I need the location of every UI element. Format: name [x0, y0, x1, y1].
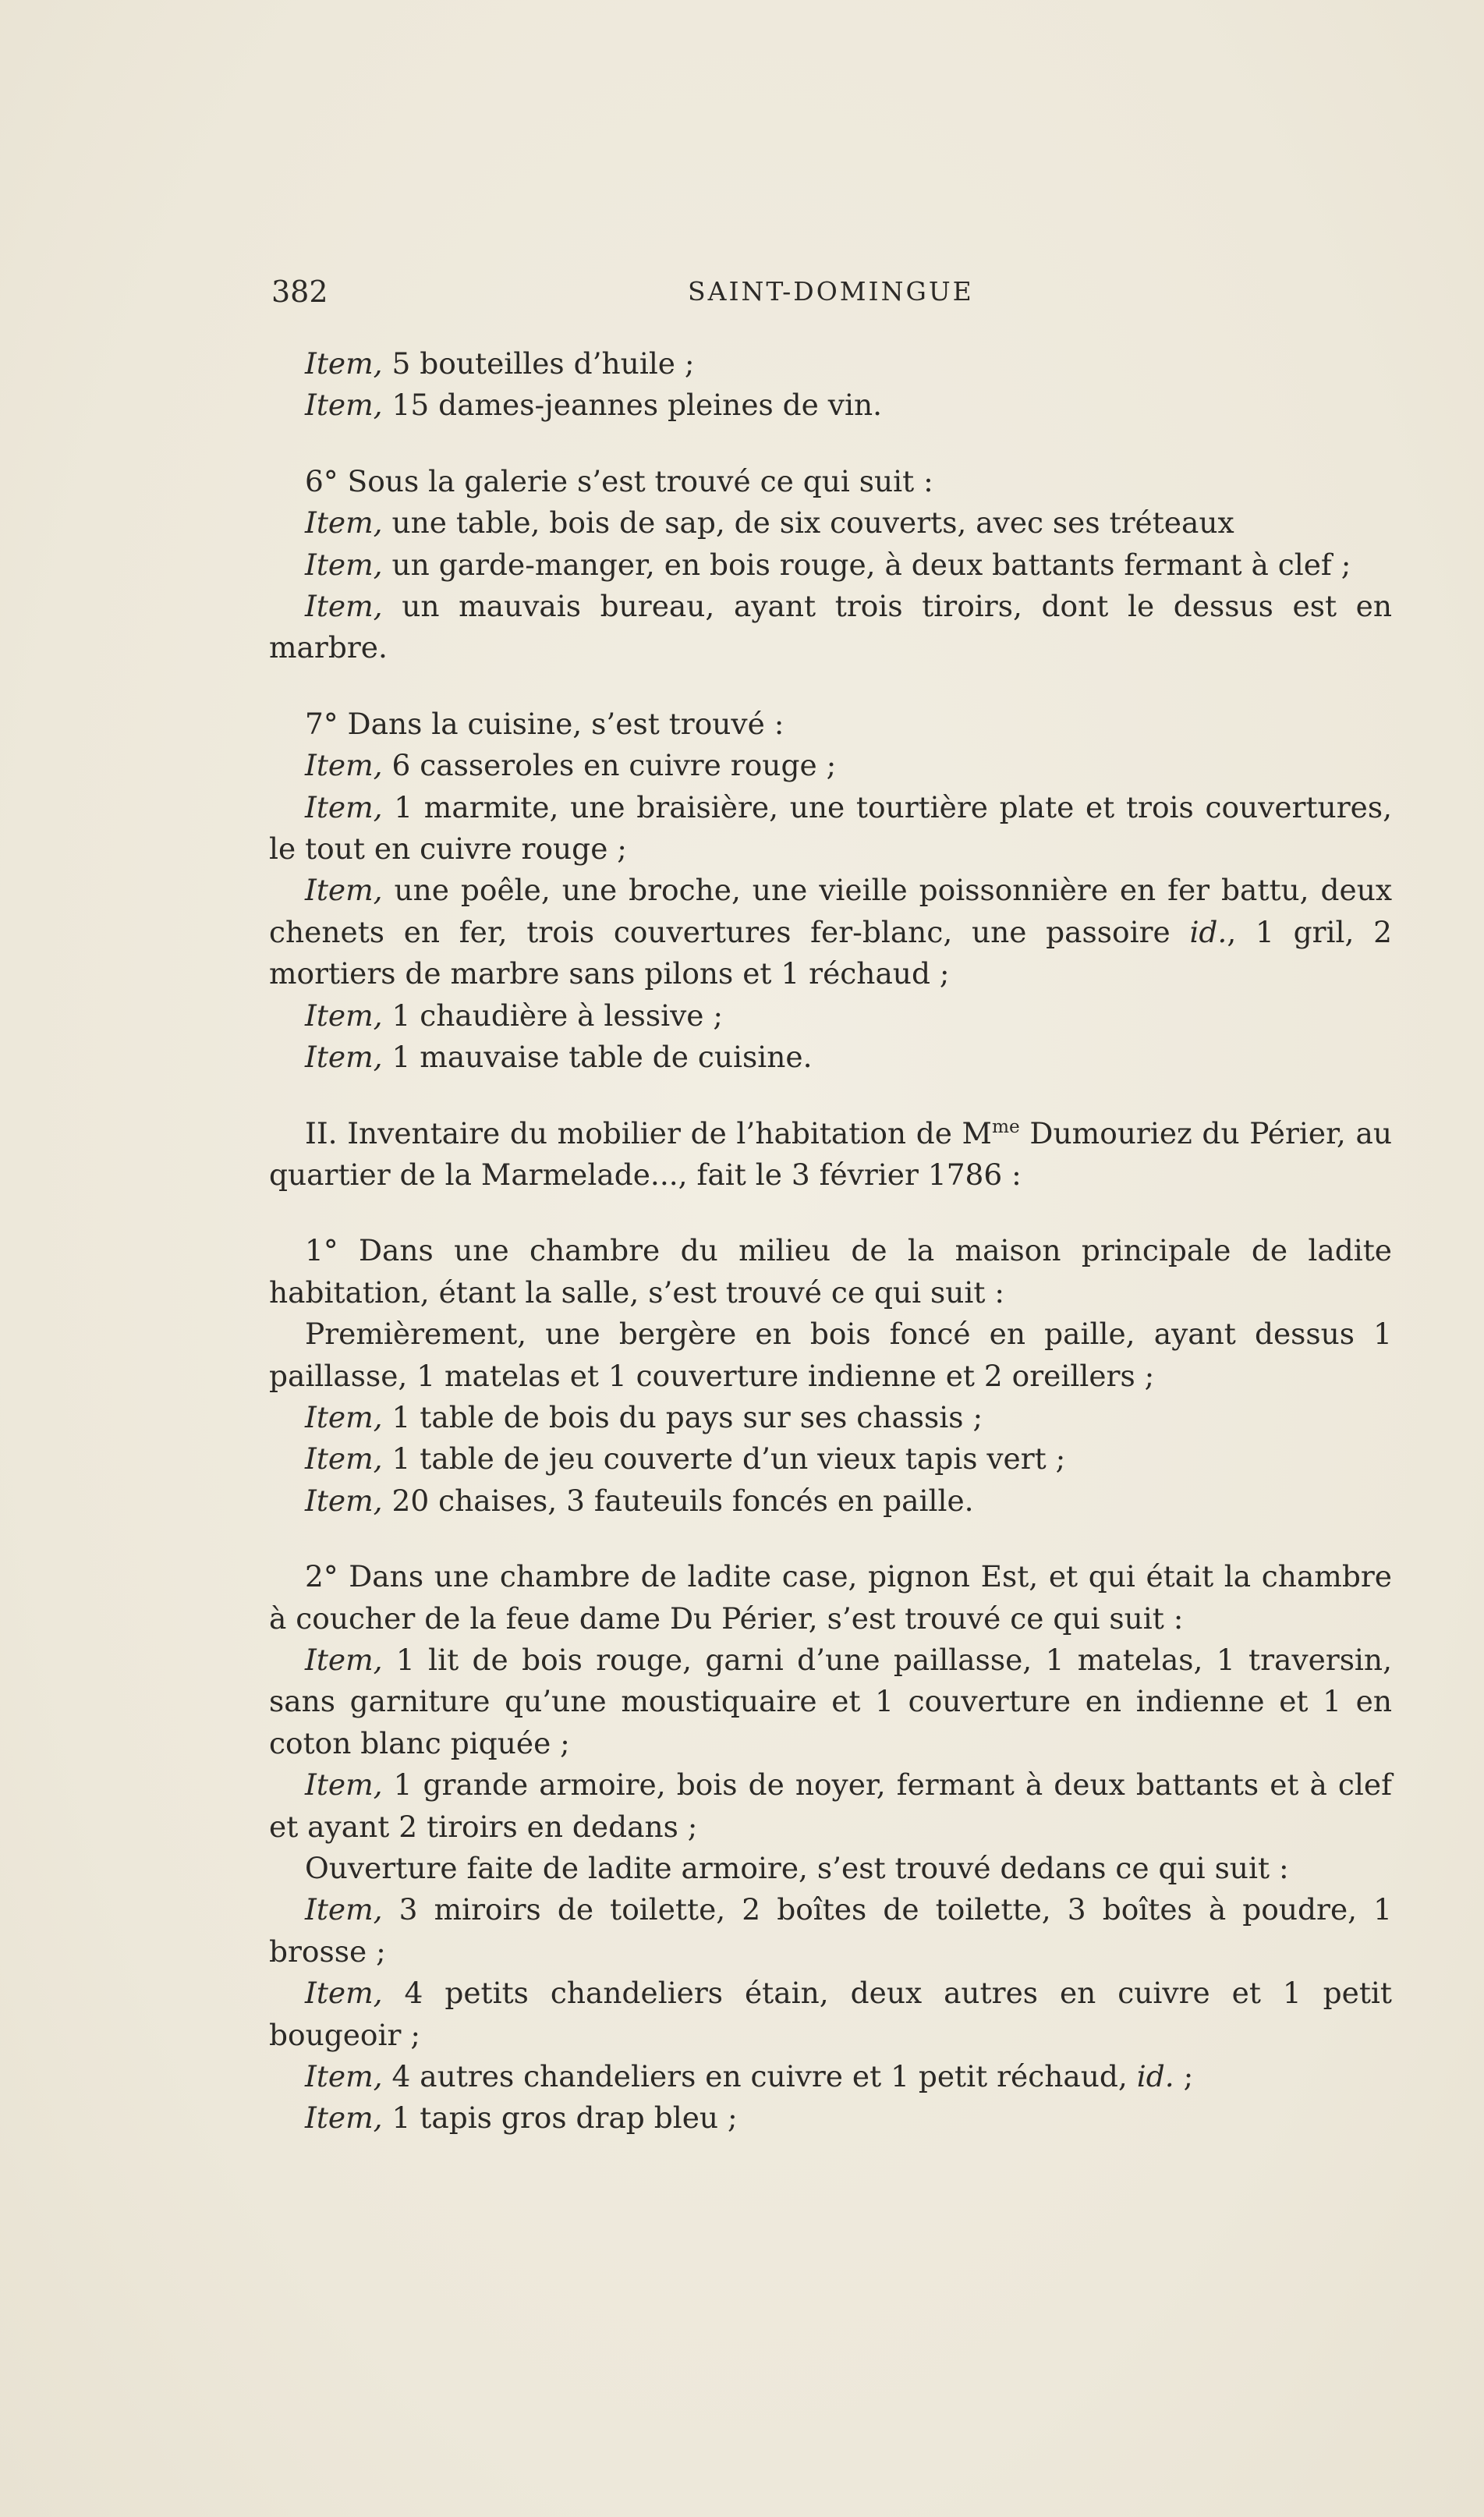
text-run: 3 miroirs de toilette, 2 boîtes de toilette, 3 boîtes à poudre, 1 brosse ;: [269, 1892, 1392, 1969]
text-run: 4 petits chandeliers étain, deux autres en cuivre et 1 petit bougeoir ;: [269, 1976, 1392, 2052]
paragraph: [269, 1973, 1392, 2056]
italic-text: Item,: [305, 1441, 383, 1477]
body-text: [269, 343, 1392, 2139]
paragraph: [269, 2097, 1392, 2139]
italic-text: Item,: [305, 789, 383, 824]
paragraph: [269, 995, 1392, 1037]
text-run: II. Inventaire du mobilier de l’habitation de M: [305, 1115, 992, 1150]
paragraph: [269, 2056, 1392, 2097]
text-run: 15 dames-jeannes pleines de vin.: [382, 388, 883, 423]
paragraph: [269, 1764, 1392, 1848]
paragraph: [269, 343, 1392, 385]
paragraph: [269, 1640, 1392, 1764]
text-run: 4 autres chandeliers en cuivre et 1 petit réchaud,: [382, 2059, 1137, 2094]
text-run: 1 table de bois du pays sur ses chassis ;: [382, 1399, 983, 1434]
paragraph: [269, 745, 1392, 786]
italic-text: Item,: [305, 1892, 383, 1927]
italic-text: Item,: [305, 1642, 383, 1677]
italic-text: Item,: [305, 589, 383, 624]
text-run: un garde-manger, en bois rouge, à deux battants fermant à clef ;: [382, 547, 1351, 582]
paragraph: [269, 586, 1392, 669]
italic-text: Item,: [305, 748, 383, 783]
paragraph: [269, 1480, 1392, 1522]
italic-text: Item,: [305, 1767, 383, 1803]
page-header: [271, 275, 1390, 314]
text-run: 1 tapis gros drap bleu ;: [382, 2100, 738, 2136]
paragraph: [269, 1037, 1392, 1078]
text-run: 5 bouteilles d’huile ;: [382, 346, 695, 381]
italic-text: Item,: [305, 388, 383, 423]
superscript: me: [991, 1115, 1020, 1137]
italic-text: Item,: [305, 873, 383, 908]
running-head: SAINT-DOMINGUE: [688, 276, 974, 307]
text-run: Premièrement, une bergère en bois foncé en paille, ayant dessus 1 paillasse, 1 matelas et 1 couverture indienne et 2 oreillers ;: [269, 1317, 1392, 1393]
paragraph: [269, 385, 1392, 426]
italic-text: Item,: [305, 998, 383, 1033]
italic-text: Item,: [305, 505, 383, 541]
paragraph: [269, 1113, 1392, 1196]
paragraph: [269, 1230, 1392, 1313]
italic-text: Item,: [305, 547, 383, 582]
paragraph: [269, 1313, 1392, 1397]
paragraph: [269, 461, 1392, 502]
paragraph: [269, 787, 1392, 870]
italic-text: Item,: [305, 2100, 383, 2136]
paragraph: [269, 1889, 1392, 1973]
text-run: 1° Dans une chambre du milieu de la maison principale de ladite habitation, étant la salle, s’est trouvé ce qui suit :: [269, 1233, 1392, 1310]
italic-text: Item,: [305, 1483, 383, 1518]
paragraph: [269, 704, 1392, 745]
paragraph: [269, 544, 1392, 586]
text-run: 6° Sous la galerie s’est trouvé ce qui suit :: [305, 463, 933, 498]
text-run: 20 chaises, 3 fauteuils foncés en paille.: [382, 1483, 974, 1518]
text-run: un mauvais bureau, ayant trois tiroirs, dont le dessus est en marbre.: [269, 589, 1392, 665]
text-run: 1 chaudière à lessive ;: [382, 998, 724, 1033]
italic-text: Item,: [305, 1399, 383, 1434]
text-run: 1 grande armoire, bois de noyer, fermant à deux battants et à clef et ayant 2 tiroirs en dedans ;: [269, 1767, 1392, 1844]
italic-text: id.: [1189, 914, 1227, 949]
paragraph: [269, 1556, 1392, 1640]
text-run: 6 casseroles en cuivre rouge ;: [382, 748, 837, 783]
paragraph: [269, 1848, 1392, 1889]
page-number: 382: [271, 275, 328, 309]
text-run: 1 lit de bois rouge, garni d’une paillasse, 1 matelas, 1 traversin, sans garniture qu’une moustiquaire et 1 couverture en indienne et 1 en coton blanc piquée ;: [269, 1642, 1392, 1760]
text-run: 1 marmite, une braisière, une tourtière plate et trois couvertures, le tout en cuivre rouge ;: [269, 789, 1392, 867]
text-run: 1 table de jeu couverte d’un vieux tapis vert ;: [382, 1441, 1066, 1477]
italic-text: Item,: [305, 1040, 383, 1075]
text-run: 1 mauvaise table de cuisine.: [382, 1040, 813, 1075]
italic-text: Item,: [305, 346, 383, 381]
text-run: une table, bois de sap, de six couverts, avec ses tréteaux: [382, 505, 1234, 541]
italic-text: Item,: [305, 1976, 383, 2011]
italic-text: Item,: [305, 2059, 383, 2094]
text-run: Dumouriez du Périer, au quartier de la Marmelade..., fait le 3 février 1786 :: [269, 1115, 1392, 1192]
text-run: une poêle, une broche, une vieille poissonnière en fer battu, deux chenets en fer, trois couvertures fer-blanc, une passoire: [269, 873, 1392, 949]
text-run: ;: [1174, 2059, 1194, 2094]
text-run: 7° Dans la cuisine, s’est trouvé :: [305, 706, 785, 741]
paragraph: [269, 1438, 1392, 1480]
paragraph: [269, 1397, 1392, 1438]
text-run: 2° Dans une chambre de ladite case, pignon Est, et qui était la chambre à coucher de la feue dame Du Périer, s’est trouvé ce qui suit :: [269, 1559, 1392, 1636]
paragraph: [269, 502, 1392, 544]
text-run: Ouverture faite de ladite armoire, s’est trouvé dedans ce qui suit :: [305, 1851, 1289, 1885]
paragraph: [269, 870, 1392, 994]
text-run: , 1 gril, 2 mortiers de marbre sans pilons et 1 réchaud ;: [269, 914, 1392, 991]
italic-text: id.: [1136, 2059, 1174, 2094]
